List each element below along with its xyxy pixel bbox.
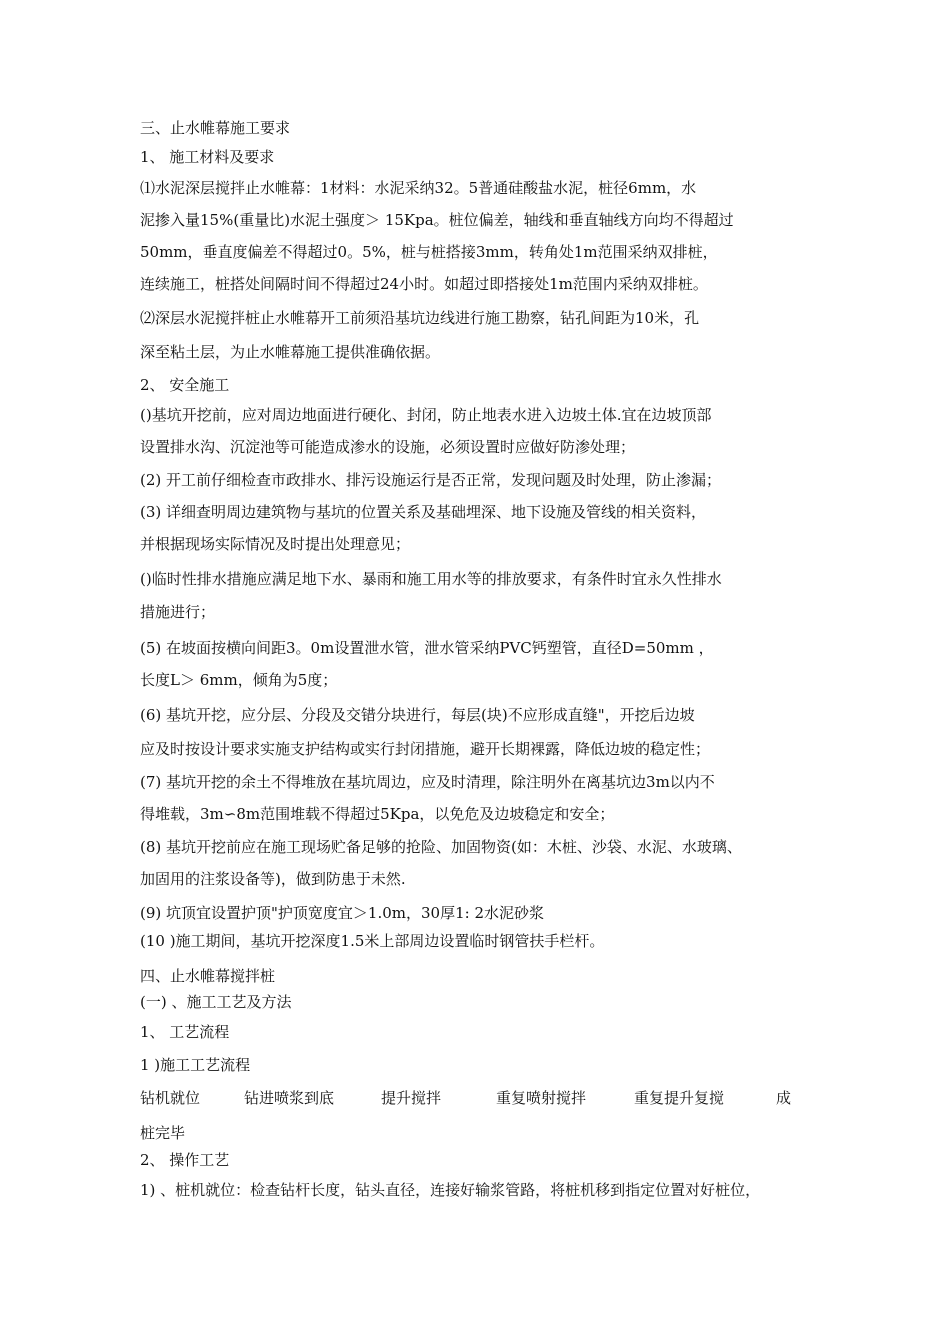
paragraph-line: (2) 开工前仔细检查市政排水、排污设施运行是否正常，发现问题及时处理，防止渗漏；: [140, 471, 722, 489]
paragraph-line: 50mm，垂直度偏差不得超过0。5%，桩与桩搭接3mm，转角处1m范围采纳双排桩，: [140, 243, 718, 261]
flow-step: 重复喷射搅拌: [496, 1089, 587, 1107]
paragraph-line: 应及时按设计要求实施支护结构或实行封闭措施，避开长期裸露，降低边坡的稳定性；: [140, 740, 711, 758]
paragraph-line: (8) 基坑开挖前应在施工现场贮备足够的抢险、加固物资(如：木桩、沙袋、水泥、水玻璃、: [140, 838, 742, 856]
paragraph-line: 深至粘土层，为止水帷幕施工提供准确依据。: [140, 343, 441, 361]
flow-step: 重复提升复搅: [634, 1089, 725, 1107]
paragraph-line: ()临时性排水措施应满足地下水、暴雨和施工用水等的排放要求，有条件时宜永久性排水: [140, 570, 722, 588]
section-heading: 四、止水帷幕搅拌桩: [140, 967, 276, 985]
flow-step: 钻机就位: [140, 1089, 201, 1107]
paragraph-line: (3) 详细查明周边建筑物与基坑的位置关系及基础埋深、地下设施及管线的相关资料，: [140, 503, 707, 521]
paragraph-line: (9) 坑顶宜设置护顶"护顶宽度宜＞1.0m，30厚1: 2水泥砂浆: [140, 904, 544, 922]
paragraph-line: 得堆载，3m∽8m范围堆载不得超过5Kpa，以免危及边坡稳定和安全；: [140, 805, 615, 823]
paragraph-line: 长度L＞ 6mm，倾角为5度；: [140, 671, 338, 689]
paragraph-line: ⑵深层水泥搅拌桩止水帷幕开工前须沿基坑边线进行施工勘察，钻孔间距为10米，孔: [140, 309, 700, 327]
paragraph-line: 加固用的注浆设备等)，做到防患于未然.: [140, 870, 406, 888]
paragraph-line: ⑴水泥深层搅拌止水帷幕：1材料：水泥采纳32。5普通硅酸盐水泥，桩径6mm，水: [140, 179, 697, 197]
subsection-heading: 1、 工艺流程: [140, 1023, 230, 1041]
flow-step: 钻进喷浆到底: [244, 1089, 335, 1107]
paragraph-line: 设置排水沟、沉淀池等可能造成渗水的设施，必须设置时应做好防渗处理；: [140, 438, 636, 456]
flow-step: 提升搅拌: [381, 1089, 442, 1107]
subsection-heading: 2、 安全施工: [140, 376, 230, 394]
paragraph-line: (7) 基坑开挖的余土不得堆放在基坑周边，应及时清理，除注明外在离基坑边3m以内不: [140, 773, 715, 791]
flow-step: 成: [776, 1089, 792, 1107]
subsection-heading: (一) 、施工工艺及方法: [140, 993, 292, 1011]
paragraph-line: 泥掺入量15%(重量比)水泥土强度＞ 15Kpa。桩位偏差，轴线和垂直轴线方向均不得超过: [140, 211, 734, 229]
paragraph-line: 1) 、桩机就位：检查钻杆长度，钻头直径，连接好输浆管路，将桩机移到指定位置对好桩位，: [140, 1181, 761, 1199]
paragraph-line: (10 )施工期间，基坑开挖深度1.5米上部周边设置临时钢管扶手栏杆。: [140, 932, 605, 950]
paragraph-line: ()基坑开挖前，应对周边地面进行硬化、封闭，防止地表水进入边坡土体.宜在边坡顶部: [140, 406, 712, 424]
section-heading: 三、止水帷幕施工要求: [140, 119, 291, 137]
paragraph-line: 连续施工，桩搭处间隔时间不得超过24小时。如超过即搭接处1m范围内采纳双排桩。: [140, 275, 708, 293]
subsection-heading: 2、 操作工艺: [140, 1151, 230, 1169]
paragraph-line: 桩完毕: [140, 1124, 186, 1142]
subsection-heading: 1、 施工材料及要求: [140, 148, 275, 166]
paragraph-line: 措施进行；: [140, 603, 216, 621]
subsection-heading: 1 )施工工艺流程: [140, 1056, 251, 1074]
paragraph-line: (5) 在坡面按横向间距3。0m设置泄水管，泄水管采纳PVC钙塑管，直径D=50mm ，: [140, 639, 714, 657]
paragraph-line: 并根据现场实际情况及时提出处理意见；: [140, 535, 411, 553]
paragraph-line: (6) 基坑开挖，应分层、分段及交错分块进行，每层(块)不应形成直缝"，开挖后边坡: [140, 706, 695, 724]
